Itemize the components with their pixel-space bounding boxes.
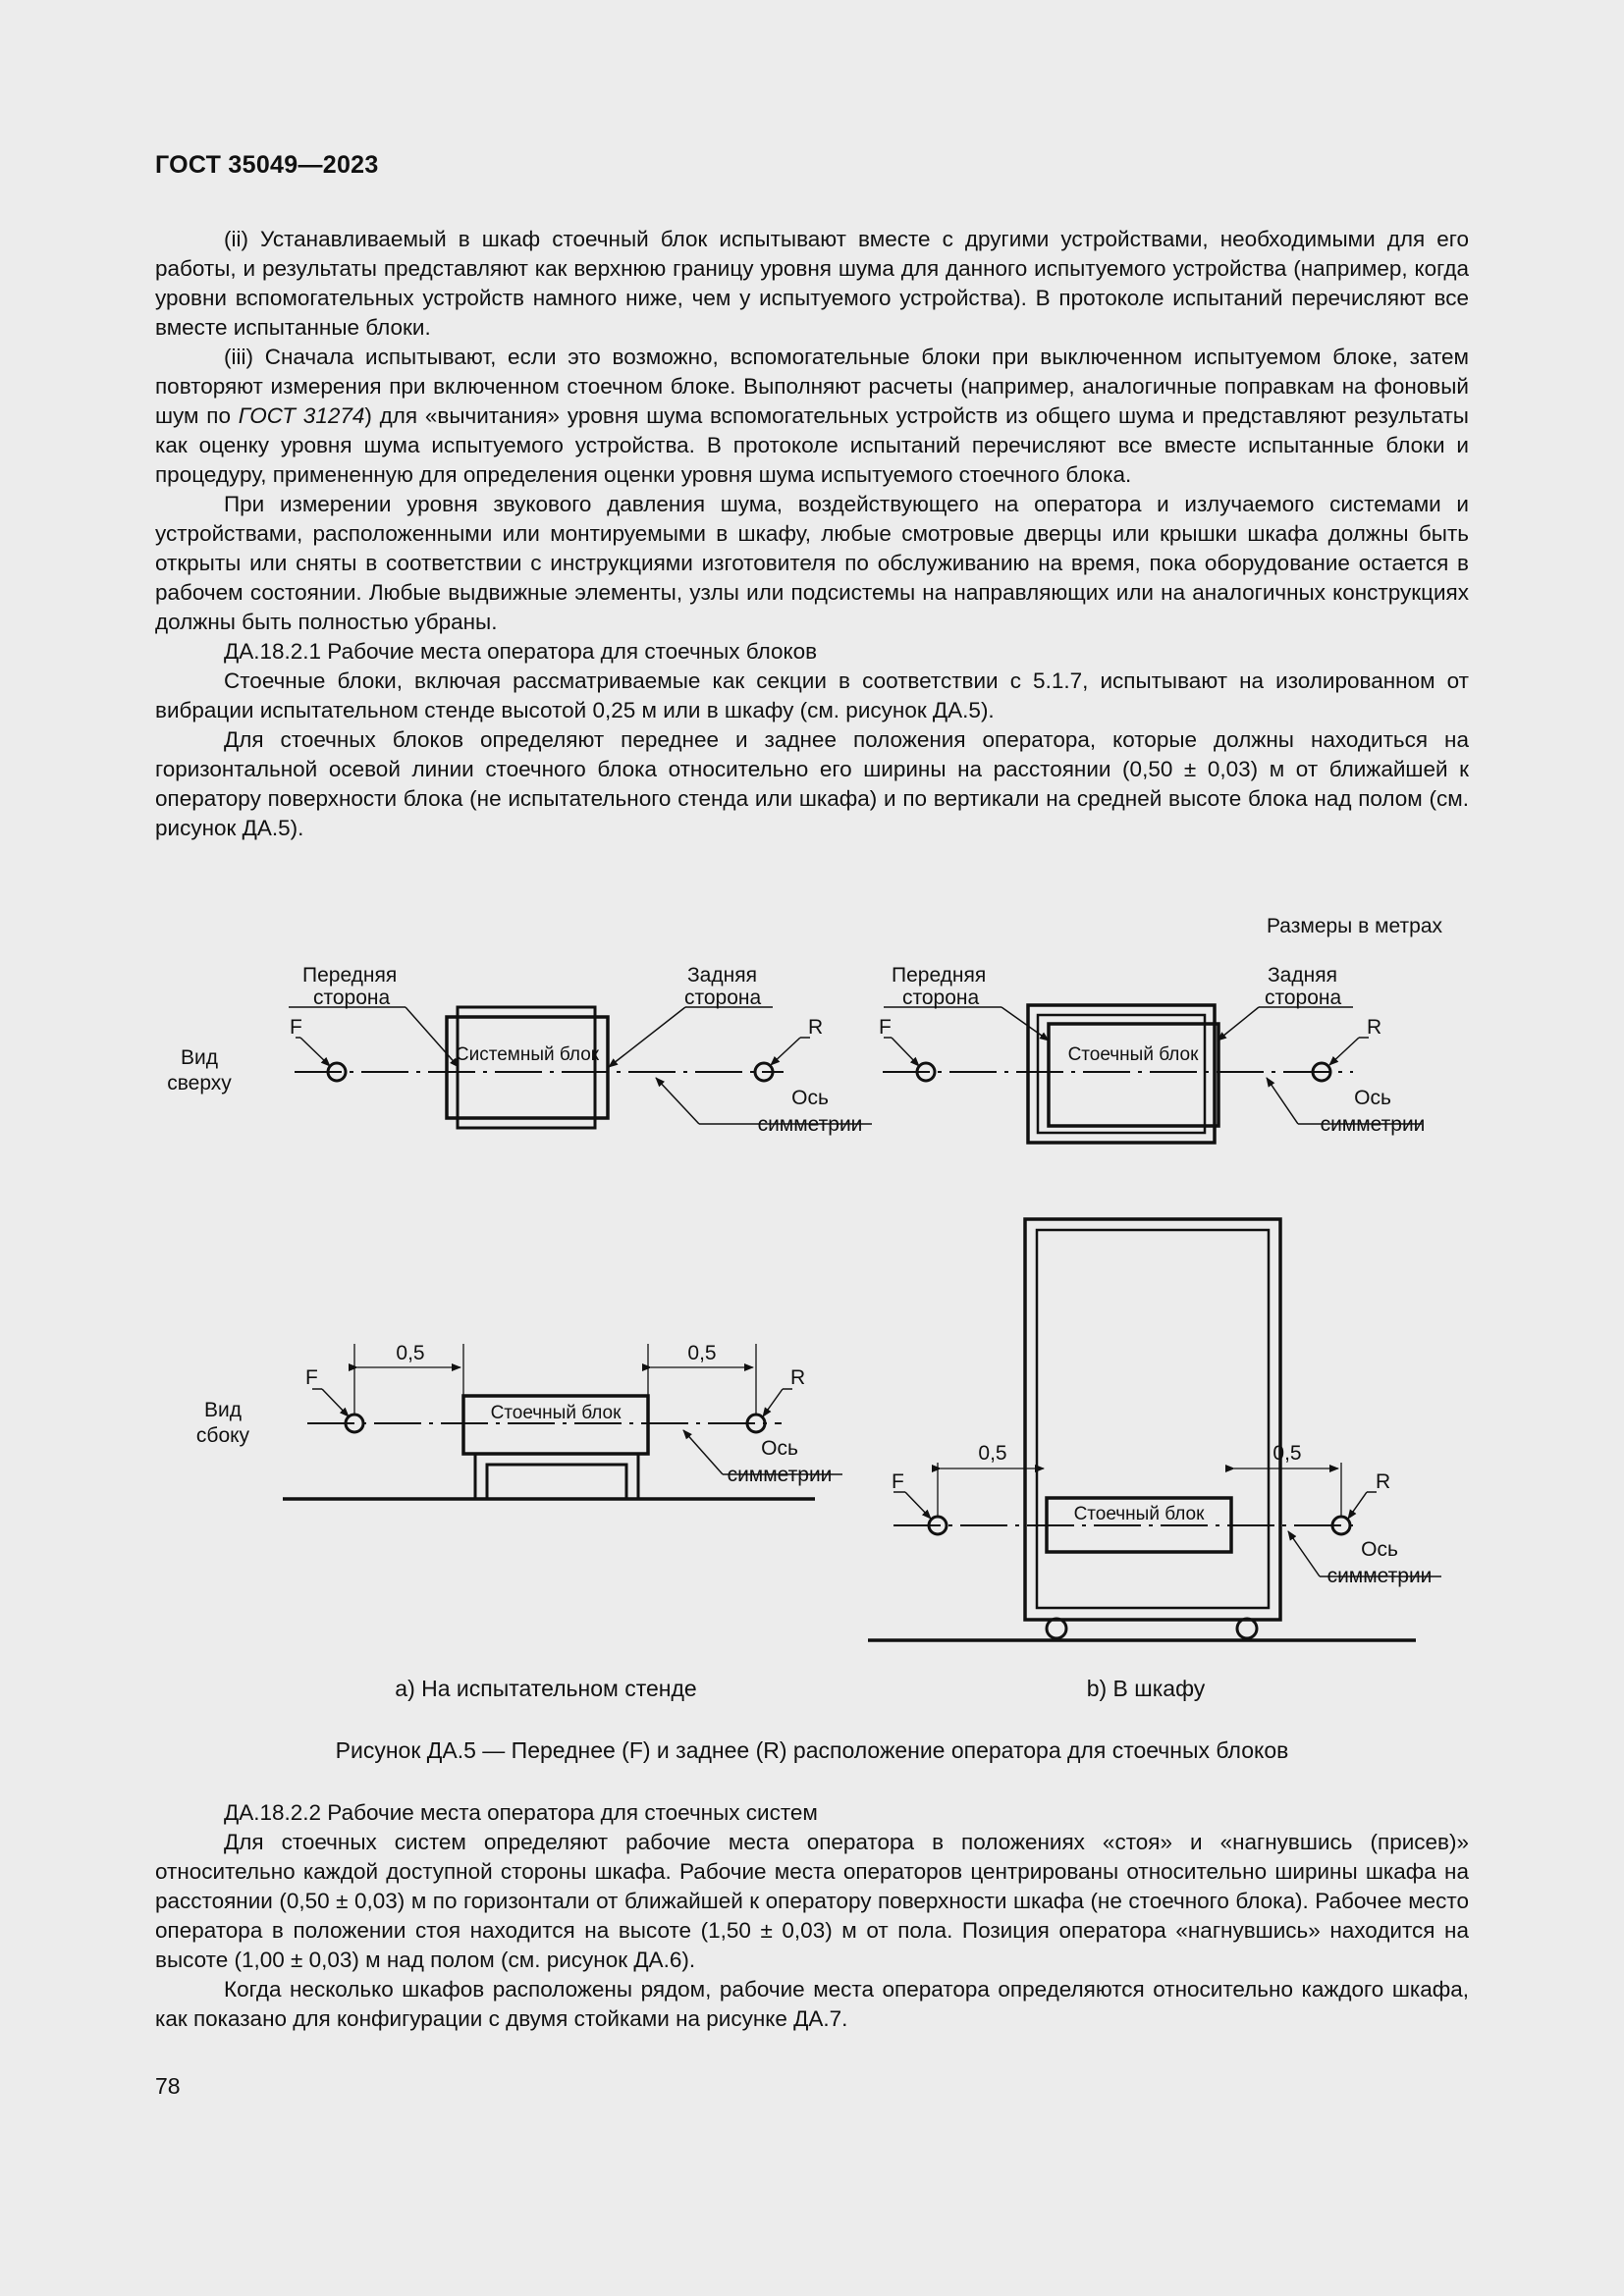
- axis-label: симметрии: [1320, 1113, 1426, 1136]
- leader-R-arrow: [763, 1389, 783, 1416]
- front-side-label: сторона: [313, 987, 391, 1009]
- rear-side-label: Задняя: [1268, 964, 1337, 987]
- section-heading-da18-2-1: ДА.18.2.1 Рабочие места оператора для стоечных блоков: [224, 639, 818, 664]
- view-side-label: сбоку: [195, 1424, 250, 1447]
- R-label: R: [1367, 1016, 1382, 1039]
- front-side-label: сторона: [902, 987, 980, 1009]
- axis-label: симметрии: [757, 1113, 863, 1136]
- rack-block-label: Стоечный блок: [1067, 1044, 1199, 1065]
- paragraph-ii: (ii) Устанавливаемый в шкаф стоечный блок испытывают вместе с другими устройствами, необходимыми для его работы, и результаты представляют как верхнюю границу уровня шума для данного испытуемого устройства (например, когда уровни вспомогательных устройств намного ниже, чем у испытуемого устройства). В протоколе испытаний перечисляют все вместе испытанные блоки.: [155, 227, 1469, 340]
- R-label: R: [808, 1016, 824, 1039]
- rear-side-label: сторона: [684, 987, 762, 1009]
- units-note: Размеры в метрах: [1267, 915, 1442, 937]
- section-heading-da18-2-2: ДА.18.2.2 Рабочие места оператора для стоечных систем: [224, 1800, 818, 1825]
- axis-label: симметрии: [727, 1464, 833, 1486]
- F-label: F: [892, 1470, 904, 1493]
- leader-F-arrow: [892, 1038, 919, 1066]
- system-block-outer: [458, 1007, 595, 1128]
- front-side-label: Передняя: [892, 964, 987, 987]
- leader-R-arrow: [1348, 1492, 1367, 1519]
- page-number: 78: [155, 2073, 181, 2099]
- leader-rear-side-arrow: [609, 1007, 685, 1067]
- paragraph-rack-systems: Для стоечных систем определяют рабочие места оператора в положениях «стоя» и «нагнувшись (присев)» относительно каждой доступной стороны шкафа. Рабочие места операторов центрированы относительно ширины шкафа на расстоянии (0,50 ± 0,03) м по горизонтали от ближайшей к оператору поверхности шкафа (не стоечного блока). Рабочее место оператора в положении стоя находится на высоте (1,50 ± 0,03) м от пола. Позиция оператора «нагнувшись» находится на высоте (1,00 ± 0,03) м над полом (см. рисунок ДА.6).: [155, 1830, 1469, 1972]
- figure-da5: [155, 903, 1469, 1742]
- standard-reference: ГОСТ 31274: [238, 403, 365, 428]
- system-block-body: [447, 1017, 608, 1118]
- dim-label: 0,5: [1272, 1442, 1302, 1465]
- R-label: R: [790, 1366, 806, 1389]
- axis-label: Ось: [791, 1087, 829, 1109]
- rear-side-label: Задняя: [687, 964, 757, 987]
- F-label: F: [879, 1016, 892, 1039]
- view-top-label: сверху: [167, 1072, 232, 1095]
- paragraph-positions: Для стоечных блоков определяют переднее и заднее положения оператора, которые должны находиться на горизонтальной осевой линии стоечного блока относительно его ширины на расстоянии (0,50 ± 0,03) м от ближайшей к оператору поверхности блока (не испытательного стенда или шкафа) и по вертикали на средней высоте блока над полом (см. рисунок ДА.5).: [155, 727, 1469, 840]
- paragraph-multiple-cabinets: Когда несколько шкафов расположены рядом, рабочие места оператора определяются относительно каждого шкафа, как показано для конфигурации с двумя стойками на рисунке ДА.7.: [155, 1977, 1469, 2031]
- F-label: F: [305, 1366, 318, 1389]
- leader-R-arrow: [771, 1038, 800, 1065]
- rack-block-label: Стоечный блок: [490, 1403, 622, 1423]
- F-label: F: [290, 1016, 302, 1039]
- R-label: R: [1376, 1470, 1391, 1493]
- paragraph-rack-blocks: Стоечные блоки, включая рассматриваемые как секции в соответствии с 5.1.7, испытывают на изолированном от вибрации испытательном стенде высотой 0,25 м или в шкафу (см. рисунок ДА.5).: [155, 668, 1469, 722]
- leader-rear-side-arrow: [1218, 1007, 1259, 1041]
- system-block-label: Системный блок: [455, 1044, 600, 1065]
- axis-label: Ось: [1361, 1538, 1398, 1561]
- wheel-right: [1237, 1619, 1257, 1638]
- axis-label: симметрии: [1326, 1565, 1433, 1587]
- dim-label: 0,5: [687, 1342, 717, 1364]
- leader-F-arrow: [322, 1389, 349, 1416]
- front-side-label: Передняя: [302, 964, 398, 987]
- leader-F-arrow: [300, 1038, 330, 1066]
- paragraph-measurement: При измерении уровня звукового давления шума, воздействующего на оператора и излучаемого системами и устройствами, расположенными или монтируемыми в шкафу, любые смотровые дверцы или крышки шкафа должны быть открыты или сняты в соответствии с инструкциями изготовителя по обслуживанию на время, пока оборудование остается в рабочем состоянии. Любые выдвижные элементы, узлы или подсистемы на направляющих или на аналогичных конструкциях должны быть полностью убраны.: [155, 492, 1469, 634]
- subcaption-a: а) На испытательном стенде: [395, 1676, 697, 1701]
- dim-label: 0,5: [396, 1342, 425, 1364]
- cabinet-frame-outer: [1025, 1219, 1280, 1620]
- cabinet-inner: [1038, 1015, 1205, 1133]
- paragraph-iii: (iii) Сначала испытывают, если это возможно, вспомогательные блоки при выключенном испытуемом блоке, затем повторяют измерения при включенном стоечном блоке. Выполняют расчеты (например, аналогичные поправкам на фоновый шум по ГОСТ 31274) для «вычитания» уровня шума вспомогательных устройств из общего шума и представляют результаты как оценку уровня шума испытуемого устройства. В протоколе испытаний перечисляют все вместе испытанные блоки и процедуру, примененную для определения оценки уровня шума испытуемого стоечного блока.: [155, 345, 1469, 487]
- document-header: ГОСТ 35049—2023: [155, 151, 379, 179]
- body-text-top: [155, 225, 1469, 843]
- rack-block-top: [1049, 1024, 1218, 1126]
- view-top-label: Вид: [181, 1046, 218, 1069]
- leader-R-arrow: [1329, 1038, 1359, 1065]
- axis-label: Ось: [1354, 1087, 1391, 1109]
- test-stand: [475, 1454, 638, 1499]
- axis-label: Ось: [761, 1437, 798, 1460]
- leader-axis-arrow: [656, 1078, 699, 1124]
- cabinet-outer: [1028, 1005, 1215, 1143]
- rear-side-label: сторона: [1265, 987, 1342, 1009]
- wheel-left: [1047, 1619, 1066, 1638]
- figure-caption: Рисунок ДА.5 — Переднее (F) и заднее (R) расположение оператора для стоечных блоков: [335, 1737, 1289, 1763]
- leader-axis-arrow: [1267, 1078, 1298, 1124]
- leader-F-arrow: [905, 1492, 931, 1519]
- leader-axis-arrow: [1288, 1531, 1320, 1576]
- leader-axis-arrow: [683, 1430, 723, 1474]
- top-view-stand: [289, 1007, 872, 1128]
- dim-label: 0,5: [978, 1442, 1007, 1465]
- subcaption-b: b) В шкафу: [1086, 1676, 1206, 1701]
- view-side-label: Вид: [204, 1399, 242, 1421]
- rack-block-label: Стоечный блок: [1073, 1504, 1205, 1524]
- leader-front-side-arrow: [1001, 1007, 1049, 1041]
- body-text-bottom: [155, 1798, 1469, 2034]
